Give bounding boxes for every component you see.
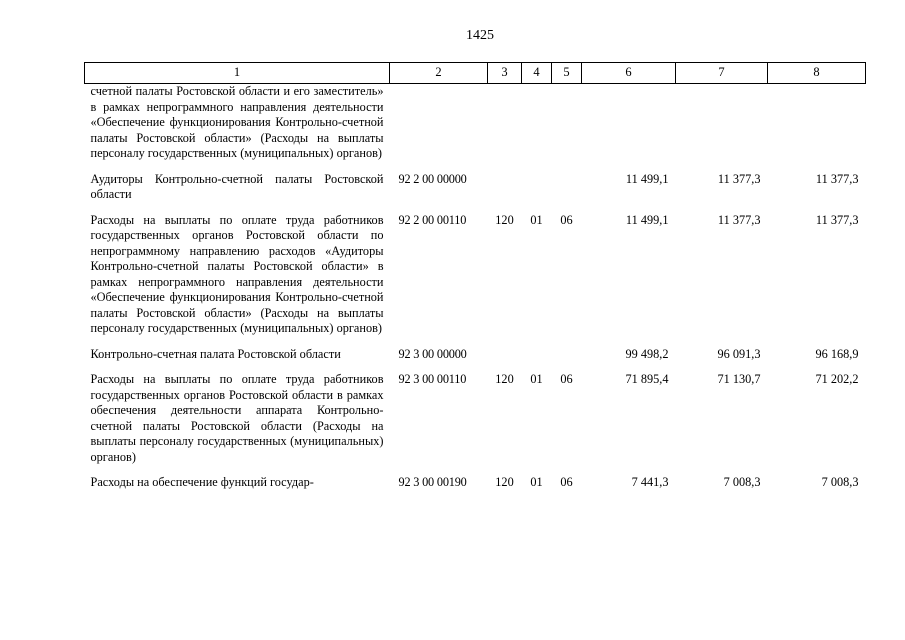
column-header-2: 2 <box>390 63 488 84</box>
row-value-1: 11 499,1 <box>625 212 669 227</box>
row-value-2: 11 377,3 <box>717 171 761 186</box>
row-description: Расходы на обеспечение функций государ- <box>90 475 314 489</box>
row-rz: 01 <box>530 212 543 227</box>
row-value-3: 11 377,3 <box>815 171 859 186</box>
column-header-3: 3 <box>488 63 522 84</box>
column-header-5: 5 <box>552 63 582 84</box>
column-header-6: 6 <box>582 63 676 84</box>
row-value-2 <box>676 84 768 172</box>
page-number: 1425 <box>466 28 494 43</box>
row-code <box>390 84 488 172</box>
row-pr: 06 <box>560 475 573 489</box>
row-vr: 120 <box>495 212 514 227</box>
row-rz <box>522 172 552 213</box>
row-description: Аудиторы Контрольно-счетной палаты Ростовской области <box>90 171 384 201</box>
row-value-2: 7 008,3 <box>723 475 761 489</box>
column-header-7: 7 <box>676 63 768 84</box>
row-value-3: 11 377,3 <box>815 212 859 227</box>
row-value-1 <box>582 84 676 172</box>
row-code: 92 2 00 00110 <box>398 212 467 227</box>
row-code: 92 3 00 00190 <box>398 475 467 489</box>
row-pr <box>552 172 582 213</box>
row-description: Расходы на выплаты по оплате труда работников государственных органов Ростовской области по непрограммному направлению расходов «Аудиторы Контрольно-счетной палаты Ростовской области» в рамках непрограммного направления деятельности «Обеспечение функционирования Контрольно-счетной палаты Ростовской области» (Расходы на выплаты персоналу государственных (муниципальных) органов) <box>90 212 384 335</box>
row-vr <box>488 347 522 373</box>
row-value-2: 96 091,3 <box>717 346 761 361</box>
row-value-2: 71 130,7 <box>717 372 761 386</box>
row-value-2: 11 377,3 <box>717 212 761 227</box>
column-header-4: 4 <box>522 63 552 84</box>
row-value-1: 71 895,4 <box>625 372 669 386</box>
row-pr <box>552 347 582 373</box>
column-header-8: 8 <box>768 63 866 84</box>
table-row <box>85 84 866 172</box>
row-description: Расходы на выплаты по оплате труда работников государственных органов Ростовской области в рамках обеспечения деятельности аппарата Контрольно-счетной палаты Ростовской области (Расходы на выплаты персоналу государственных (муниципальных) органов) <box>90 372 384 464</box>
row-value-1: 7 441,3 <box>631 475 669 489</box>
row-vr <box>488 84 522 172</box>
row-code: 92 3 00 00110 <box>398 372 467 386</box>
column-header-1: 1 <box>85 63 390 84</box>
row-rz: 01 <box>530 475 543 489</box>
row-description: Контрольно-счетная палата Ростовской области <box>90 346 341 361</box>
row-value-3: 96 168,9 <box>815 346 859 361</box>
table-row <box>85 213 866 347</box>
row-value-3: 71 202,2 <box>815 372 859 386</box>
row-code: 92 3 00 00000 <box>398 346 467 361</box>
row-rz: 01 <box>530 372 543 386</box>
row-value-1: 99 498,2 <box>625 346 669 361</box>
table-row <box>85 475 866 491</box>
row-pr: 06 <box>560 212 573 227</box>
row-value-3 <box>768 84 866 172</box>
row-value-1: 11 499,1 <box>625 171 669 186</box>
row-pr <box>552 84 582 172</box>
table-row <box>85 372 866 475</box>
row-code: 92 2 00 00000 <box>398 171 467 186</box>
row-vr: 120 <box>495 372 514 386</box>
table-row <box>85 347 866 373</box>
row-pr: 06 <box>560 372 573 386</box>
table-header-row <box>85 63 866 84</box>
table-row <box>85 172 866 213</box>
row-vr <box>488 172 522 213</box>
row-vr: 120 <box>495 475 514 489</box>
row-value-3: 7 008,3 <box>821 475 859 489</box>
budget-table <box>84 62 866 491</box>
row-rz <box>522 347 552 373</box>
row-rz <box>522 84 552 172</box>
row-description: счетной палаты Ростовской области и его заместитель» в рамках непрограммного направления деятельности «Обеспечение функционирования Контрольно-счетной палаты Ростовской области» (Расходы на выплаты персоналу государственных (муниципальных) органов) <box>90 84 384 160</box>
